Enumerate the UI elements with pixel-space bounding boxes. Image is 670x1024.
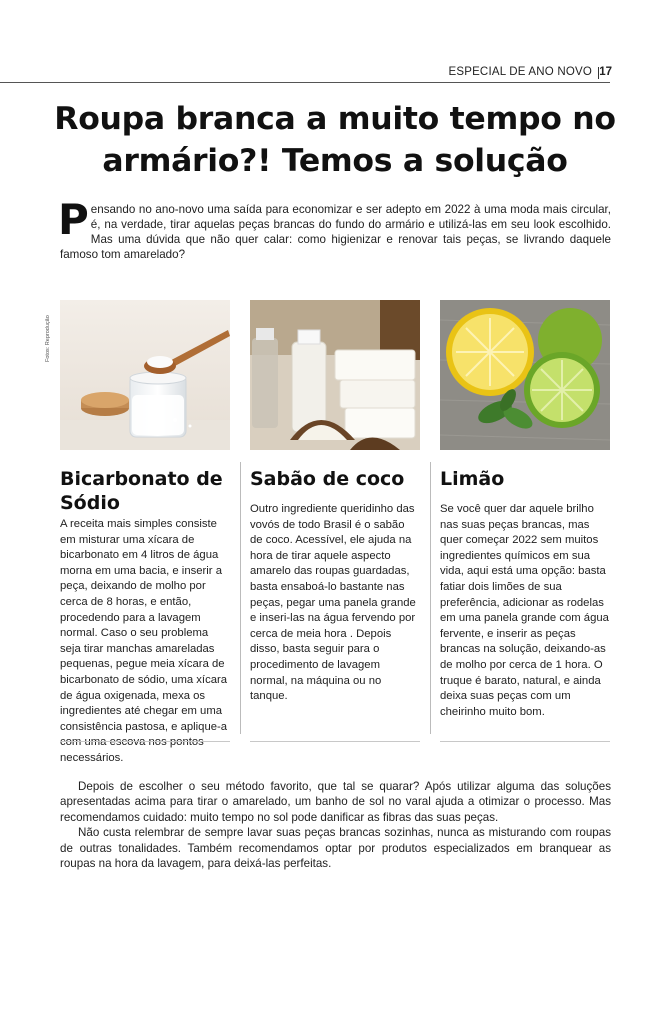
header-rule <box>0 82 610 83</box>
column-end-rule <box>60 741 230 742</box>
column-end-rule <box>440 741 610 742</box>
intro-text: ensando no ano-novo uma saída para economizar e ser adepto em 2022 à uma moda mais circular, é, na verdade, tirar aquelas peças brancas do fundo do armário e utilizá-las em seu look escolhido. Mas uma dúvida que não quer calar: como higienizar e renovar tais peças, se livrando daquele famoso tom amarelado? <box>60 203 611 261</box>
conclusion-paragraph: Não custa relembrar de sempre lavar suas peças brancas sozinhas, nunca as misturando com roupas de outras tonalidades. Também recomendamos optar por produtos especializados em branquear as roupas na hora da lavagem, para deixá-las perfeitas. <box>60 826 611 871</box>
drop-cap: P <box>58 195 89 244</box>
photo-credit <box>45 304 57 364</box>
coconut-soap-photo <box>250 300 420 450</box>
column-text-coconut-soap: Outro ingrediente queridinho das vovós de todo Brasil é o sabão de coco. Acessível, ele ajuda na hora de tirar aquele aspecto amarelo das roupas guardadas, basta ensaboá-lo bastante nas peças, pegar uma panela grande e inseri-las na água fervendo por cerca de meia hora . Depois disso, basta seguir para o procedimento de lavagem normal, na máquina ou no tanque. <box>250 503 416 703</box>
column-divider <box>430 462 431 734</box>
article-title: Roupa branca a muito tempo no armário?! Temos a solução <box>54 101 616 179</box>
column-title-baking-soda: Bicarbonato de Sódio <box>60 468 223 514</box>
column-text-baking-soda: A receita mais simples consiste em misturar uma xícara de bicarbonato em 4 litros de água morna em uma bacia, e inserir a peça, deixando de molho por cerca de 8 horas, e então, procedendo para a lavagem normal. Caso o seu problema seja tirar manchas amareladas pequenas, pegue meia xícara de bicarbonato de sódio, uma xícara de água oxigenada, mexa os ingredientes até chegar em uma consistência pastosa, e aplique-a com uma escova nos pontos necessários. <box>60 518 228 764</box>
article-conclusion <box>60 779 611 871</box>
photo-credit-text: Fotos: Reprodução <box>45 315 51 362</box>
column-text-lemon: Se você quer dar aquele brilho nas suas peças brancas, mas quer começar 2022 sem muitos ingredientes químicos em sua vida, aqui está uma opção: basta fatiar dois limões de sua preferência, adicionar as rodelas em uma panela grande com água fervente, e inserir as peças brancas na solução, deixando-as de molho por cerca de 1 hora. O truque é barato, natural, e ainda deixa suas peças com um cheirinho muito bom. <box>440 503 609 718</box>
conclusion-paragraph: Depois de escolher o seu método favorito, que tal se quarar? Após utilizar alguma das soluções apresentadas acima para tirar o amarelado, um banho de sol no varal ajuda a otimizar o processo. Mas recomendamos cuidado: muito tempo no sol pode danificar as fibras das suas peças. <box>60 780 611 824</box>
page-number: 17 <box>599 66 612 78</box>
baking-soda-photo <box>60 300 230 450</box>
lemons-photo <box>440 300 610 450</box>
section-name: ESPECIAL DE ANO NOVO <box>448 66 592 78</box>
column-divider <box>240 462 241 734</box>
running-header <box>0 66 670 84</box>
column-title-lemon: Limão <box>440 468 505 490</box>
column-end-rule <box>250 741 420 742</box>
column-title-coconut-soap: Sabão de coco <box>250 468 405 490</box>
article-intro <box>58 195 611 262</box>
